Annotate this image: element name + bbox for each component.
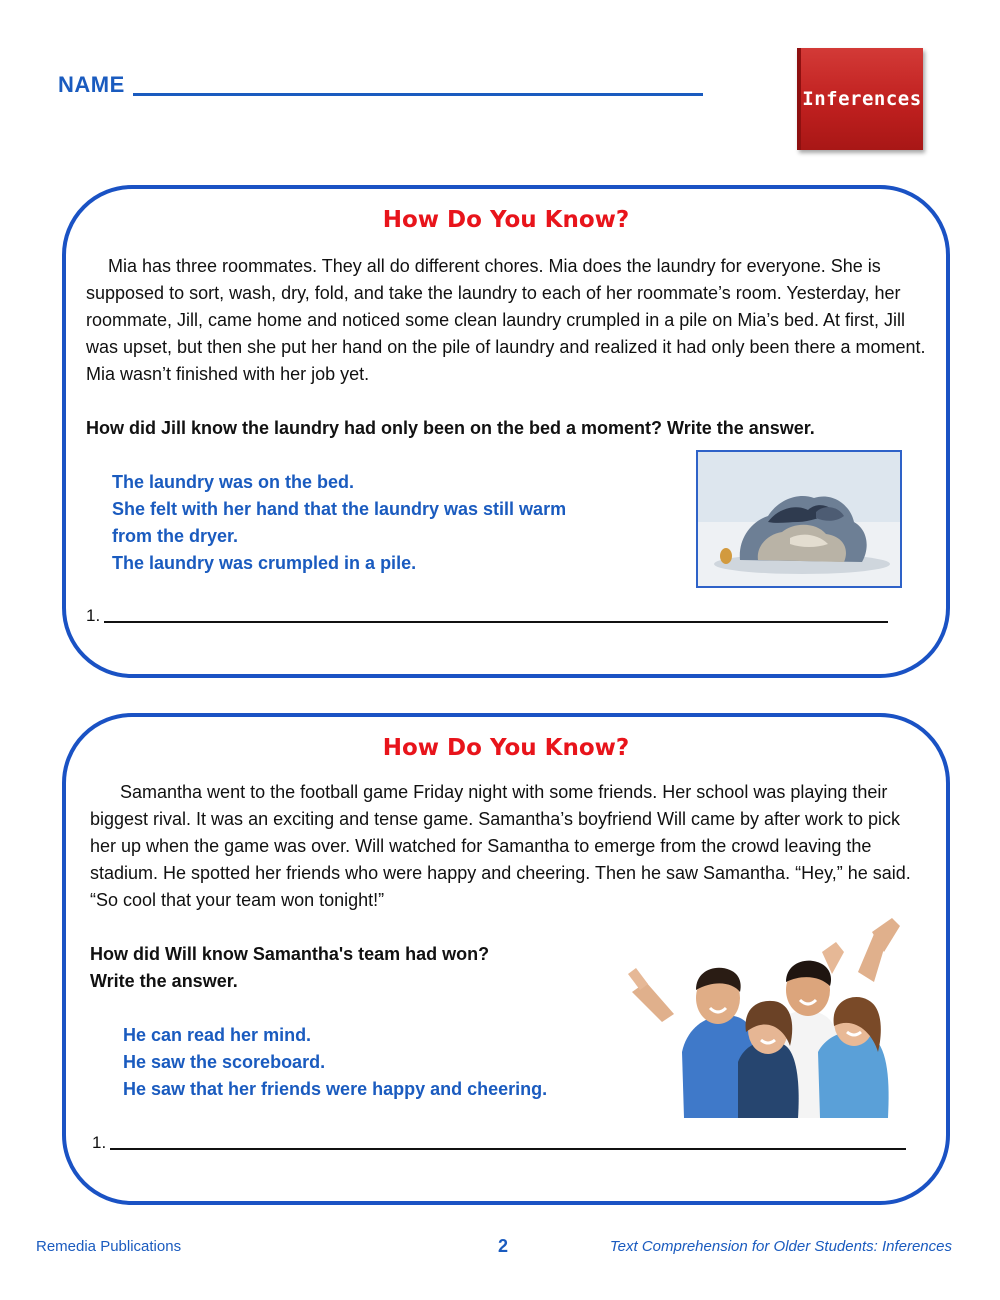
question-card-2 xyxy=(62,713,950,1205)
answer-number: 1. xyxy=(92,1133,107,1152)
answer-line-row xyxy=(92,1133,906,1153)
answer-choice[interactable]: He saw that her friends were happy and cheering. xyxy=(123,1079,548,1099)
footer-page-number: 2 xyxy=(498,1236,509,1256)
question-text xyxy=(86,415,936,442)
answer-choice[interactable]: He saw the scoreboard. xyxy=(123,1052,326,1072)
question-text xyxy=(90,941,610,995)
story-text xyxy=(90,779,930,914)
answer-write-line[interactable] xyxy=(110,1148,906,1150)
answer-choice[interactable]: She felt with her hand that the laundry was still warm from the dryer. xyxy=(112,499,567,546)
name-label: NAME xyxy=(58,72,125,97)
question-card-1 xyxy=(62,185,950,678)
laundry-pile-image xyxy=(698,452,900,586)
answer-line-row xyxy=(86,606,888,626)
story-text xyxy=(86,253,936,388)
cheering-friends-photo xyxy=(622,912,918,1118)
footer-publisher: Remedia Publications xyxy=(36,1238,182,1255)
topic-tag xyxy=(797,48,923,150)
name-line[interactable] xyxy=(133,93,703,96)
question-line: How did Will know Samantha's team had won? xyxy=(90,944,490,964)
answer-number: 1. xyxy=(86,606,101,625)
answer-choice[interactable]: The laundry was on the bed. xyxy=(112,472,355,492)
question-line: Write the answer. xyxy=(90,971,238,991)
name-field-row xyxy=(58,72,703,98)
answer-choice[interactable]: He can read her mind. xyxy=(123,1025,312,1045)
card-title: How Do You Know? xyxy=(382,207,630,233)
footer-book-title: Text Comprehension for Older Students: Inferences xyxy=(609,1238,952,1255)
laundry-photo xyxy=(696,450,902,588)
question-line: How did Jill know the laundry had only been on the bed a moment? Write the answer. xyxy=(86,418,815,438)
story-paragraph: Samantha went to the football game Friday night with some friends. Her school was playing their biggest rival. It was an exciting and tense game. Samantha’s boyfriend Will came by after work to pick her up when the game was over. Will watched for Samantha to emerge from the crowd leaving the stadium. He spotted her friends who were happy and cheering. Then he saw Samantha. “Hey,” he said. “So cool that your team won tonight!” xyxy=(90,782,911,910)
cheering-friends-image xyxy=(622,912,918,1118)
topic-tag-label: Inferences xyxy=(802,88,922,110)
story-paragraph: Mia has three roommates. They all do different chores. Mia does the laundry for everyone. She is supposed to sort, wash, dry, fold, and take the laundry to each of her roommate’s room. Yesterday, her roommate, Jill, came home and noticed some clean laundry crumpled in a pile on Mia’s bed. At first, Jill was upset, but then she put her hand on the pile of laundry and realized it had only been there a moment. Mia wasn’t finished with her job yet. xyxy=(86,256,926,384)
card-title: How Do You Know? xyxy=(382,735,630,761)
answer-choice[interactable]: The laundry was crumpled in a pile. xyxy=(112,553,417,573)
answer-choices xyxy=(123,1022,623,1103)
answer-choices xyxy=(112,469,582,577)
answer-write-line[interactable] xyxy=(104,621,888,623)
